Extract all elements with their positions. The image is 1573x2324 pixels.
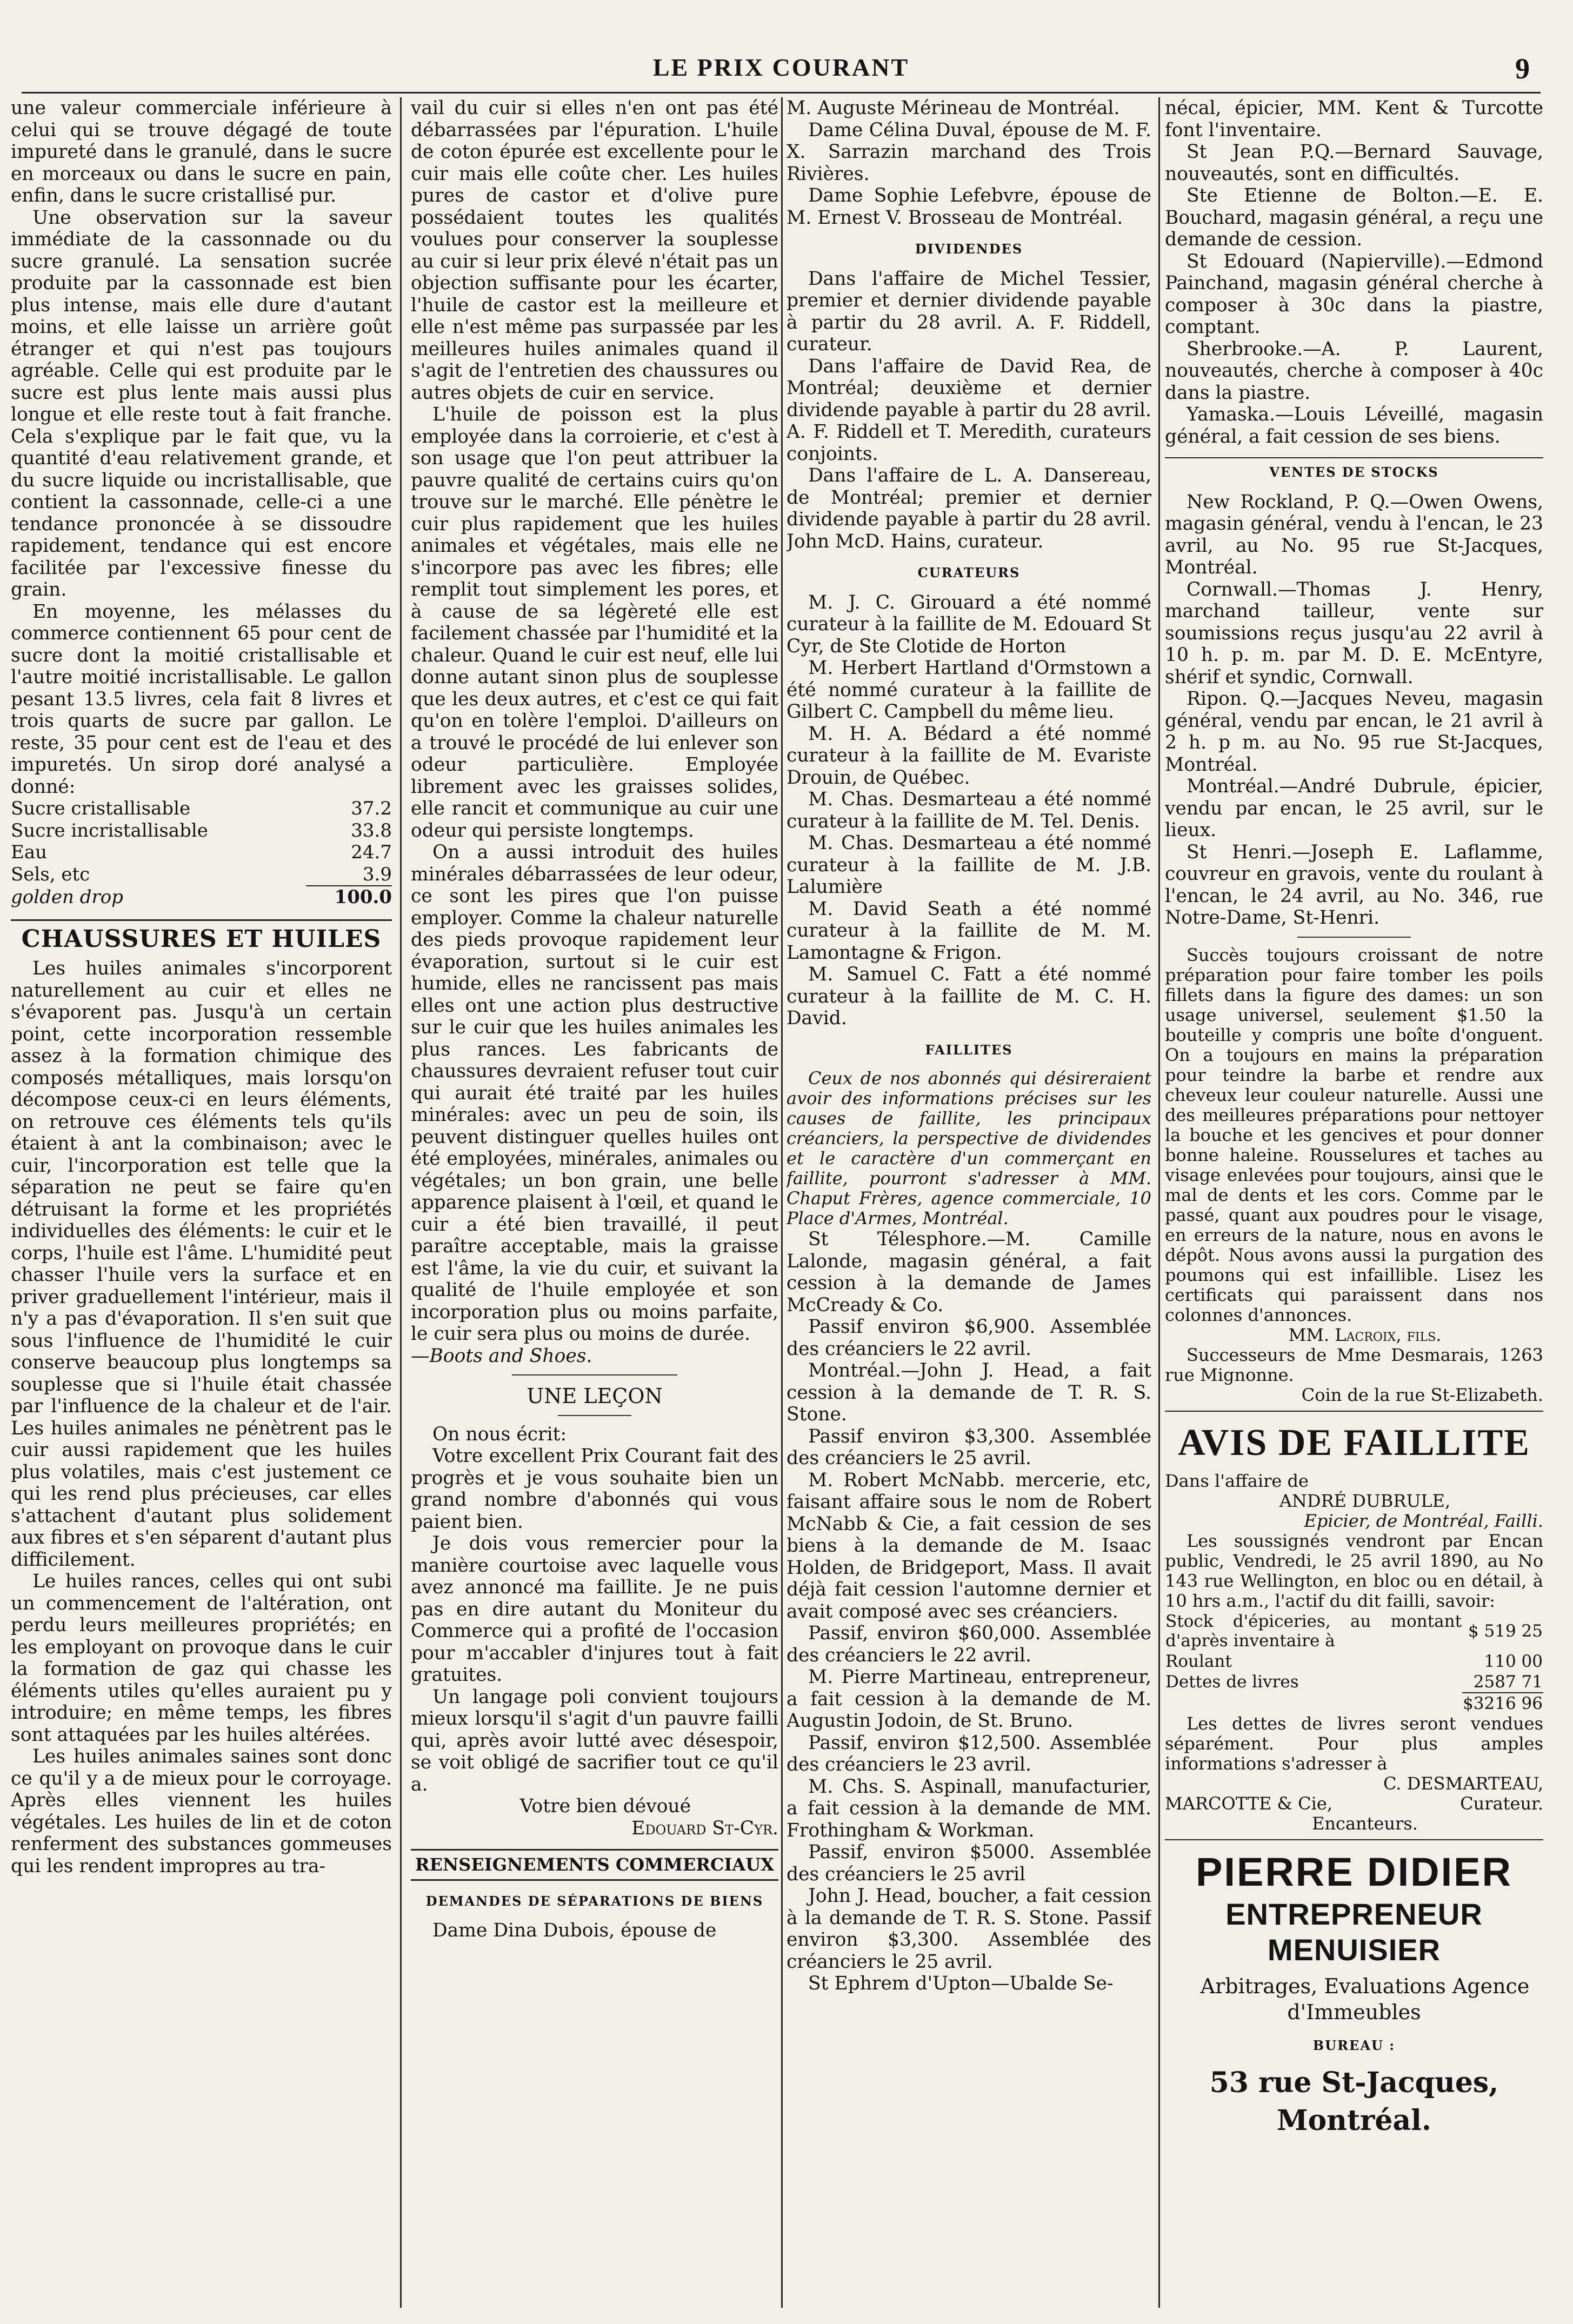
- paragraph: M. David Seath a été nommé curateur à la faillite de M. M. Lamontagne & Frigon.: [786, 898, 1151, 964]
- table-total-row: $3216 96: [1463, 1693, 1543, 1713]
- paragraph: M. Samuel C. Fatt a été nommé curateur à la faillite de M. C. H. David.: [786, 964, 1151, 1029]
- divider: [1165, 1839, 1543, 1840]
- paragraph: Un langage poli convient toujours mieux lorsqu'il s'agit d'un pauvre failli qui, après avoir lutté avec désespoir, se voit obligé de sacrifier tout ce qu'il a.: [411, 1686, 778, 1795]
- table-row: Sucre incristallisable 33.8: [11, 819, 392, 842]
- section-heading: CHAUSSURES ET HUILES: [11, 919, 392, 951]
- assets-table: [1165, 1611, 1543, 1714]
- paragraph: M. Herbert Hartland d'Ormstown a été nommé curateur à la faillite de Gilbert C. Campbell du même lieu.: [786, 657, 1151, 723]
- divider: [1297, 937, 1411, 938]
- subsection-heading: DIVIDENDES: [915, 241, 1023, 257]
- advertiser-name: MM. Lacroix, fils.: [1288, 1324, 1442, 1345]
- source-credit: —Boots and Shoes.: [411, 1345, 592, 1367]
- paragraph: Passif environ $6,900. Assemblée des créanciers le 22 avril.: [786, 1316, 1151, 1360]
- advertiser-trade: ENTREPRENEUR MENUISIER: [1225, 1896, 1483, 1967]
- paragraph: M. Pierre Martineau, entrepreneur, a fait cession à la demande de M. Augustin Jodoin, de St. Bruno.: [786, 1666, 1151, 1732]
- paragraph: Sherbrooke.—A. P. Laurent, nouveautés, cherche à composer à 40c dans la piastre.: [1165, 338, 1543, 404]
- newspaper-title: LE PRIX COURANT: [652, 54, 910, 81]
- paragraph: Montréal.—John J. Head, a fait cession à la demande de T. R. S. Stone.: [786, 1360, 1151, 1425]
- column-4: [1165, 97, 1543, 2308]
- paragraph: M. H. A. Bédard a été nommé curateur à la faillite de M. Evariste Drouin, de Québec.: [786, 723, 1151, 789]
- curator-role: Curateur.: [1460, 1793, 1543, 1814]
- column-1: [11, 97, 392, 2308]
- paragraph: Les huiles animales s'incorporent naturellement au cuir et elles ne s'évaporent pas. Jusqu'à un certain point, cette incorporation ressemble assez à la formation chimique des composés métalliques, mais lorsqu'on décompose ceux-ci en leurs éléments, on retrouve ces éléments tels qu'ils étaient à ant la combinaison; avec le cuir, l'incorporation est telle que la séparation ne peut se faire qu'en détruisant la forme et les propriétés individuelles des éléments: le cuir et le corps, l'huile est l'âme. L'humidité peut chasser l'huile vers la surface et en priver graduellement l'intérieur, mais il n'y a pas d'évaporation. Il s'en suit que sous l'influence de l'humidité le cuir conserve beaucoup plus longtemps sa souplesse que si l'huile était chassée par l'influence de la chaleur et de l'air. Les huiles animales ne pénètrent pas le cuir aussi rapidement que les huiles plus volatiles, mais c'est justement ce qui les rend plus précieuses, car elles s'attachent d'autant plus solidement aux fibres et s'en séparent d'autant plus difficilement.: [11, 958, 392, 1571]
- advertiser-address: 53 rue St-Jacques, Montréal.: [1209, 2066, 1499, 2137]
- paragraph: New Rockland, P. Q.—Owen Owens, magasin général, vendu à l'encan, le 23 avril, au No. 95 rue St-Jacques, Montréal.: [1165, 491, 1543, 578]
- paragraph: Passif environ $3,300. Assemblée des créanciers le 25 avril.: [786, 1425, 1151, 1469]
- section-heading: UNE LEÇON: [526, 1384, 663, 1408]
- paragraph: M. Chs. S. Aspinall, manufacturier, a fait cession à la demande de MM. Frothingham & Workman.: [786, 1775, 1151, 1841]
- paragraph: St Ephrem d'Upton—Ubalde Se-: [808, 1973, 1114, 1994]
- notice-line: Dans l'affaire de: [1165, 1470, 1309, 1491]
- page-header: [22, 49, 1541, 94]
- office-label: BUREAU :: [1312, 2037, 1396, 2053]
- notice-paragraph: Les soussignés vendront par Encan public, Vendredi, le 25 avril 1890, au No 143 rue Wellington, en bloc ou en détail, à 10 hrs a.m., l'actif du dit failli, savoir:: [1165, 1530, 1543, 1611]
- paragraph: Yamaska.—Louis Léveillé, magasin général, a fait cession de ses biens.: [1165, 404, 1543, 448]
- table-row: Dettes de livres 2587 71: [1165, 1672, 1543, 1692]
- signature-line: Votre bien dévoué: [519, 1795, 691, 1817]
- curator-name: C. DESMARTEAU,: [1383, 1773, 1543, 1794]
- paragraph: Passif, environ $5000. Assemblée des créanciers le 25 avril: [786, 1841, 1151, 1885]
- page-number: 9: [1515, 52, 1530, 85]
- advertisement-text: Succès toujours croissant de notre préparation pour faire tomber les poils fillets dans la figure des dames: un son usage universel, seulement $1.50 la bouteille y compris une boîte d'onguent. On a toujours en mains la préparation pour teindre la barbe et rendre aux cheveux leur couleur naturelle. Aussi une des meilleures préparations pour nettoyer la bouche et les gencives et pour donner bonne haleine. Rousselures et taches au visage enlevées pour toujours, ainsi que le mal de dents et les cors. Comme par le passé, quant aux poudres pour le visage, en erreurs de la nature, nous en avons le dépôt. Nous avons aussi la purgation des poumons qui est infaillible. Lisez les certificats qui paraissent dans nos colonnes d'annonces.: [1165, 944, 1543, 1325]
- column-3: [786, 97, 1151, 2308]
- advertiser-corner: Coin de la rue St-Elizabeth.: [1301, 1384, 1543, 1405]
- paragraph: En moyenne, les mélasses du commerce contiennent 65 pour cent de sucre dont la moitié cristallisable et l'autre moitié incristallisable. Le gallon pesant 13.5 livres, cela fait 8 livres et trois quarts de sucre par gallon. Le reste, 35 pour cent est de l'eau et des impuretés. Un sirop doré analysé a donné:: [11, 600, 392, 798]
- subsection-heading: VENTES DE STOCKS: [1165, 457, 1543, 484]
- paragraph: Votre excellent Prix Courant fait des progrès et je vous souhaite bien un grand nombre d'abonnés qui vous paient bien.: [411, 1445, 778, 1533]
- advertiser-address: Successeurs de Mme Desmarais, 1263 rue Mignonne.: [1165, 1344, 1543, 1385]
- subsection-heading: CURATEURS: [917, 565, 1021, 580]
- paragraph: Dans l'affaire de David Rea, de Montréal; deuxième et dernier dividende payable à partir du 28 avril. A. F. Riddell et T. Meredith, curateurs conjoints.: [786, 355, 1151, 465]
- divider: [1165, 1411, 1543, 1412]
- paragraph: Ste Etienne de Bolton.—E. E. Bouchard, magasin général, a reçu une demande de cession.: [1165, 185, 1543, 250]
- paragraph: Les huiles animales saines sont donc ce qu'il y a de mieux pour le corroyage. Après elles viennent les huiles végétales. Les huiles de lin et de coton renferment des substances gommeuses qui les rendent impropres au tra-: [11, 1746, 392, 1877]
- paragraph: Dans l'affaire de L. A. Dansereau, de Montréal; premier et dernier dividende payable à partir du 28 avril. John McD. Hains, curateur.: [786, 465, 1151, 552]
- divider: [558, 1415, 631, 1416]
- paragraph: Passif, environ $12,500. Assemblée des créanciers le 23 avril.: [786, 1732, 1151, 1775]
- table-row: Sels, etc 3.9: [11, 863, 392, 885]
- paragraph: M. J. C. Girouard a été nommé curateur à la faillite de M. Edouard St Cyr, de Ste Clotide de Horton: [786, 591, 1151, 657]
- paragraph: Dans l'affaire de Michel Tessier, premier et dernier dividende payable à partir du 28 avril. A. F. Riddell, curateur.: [786, 268, 1151, 355]
- paragraph: St Jean P.Q.—Bernard Sauvage, nouveautés, sont en difficultés.: [1165, 141, 1543, 185]
- table-row: Roulant 110 00: [1165, 1651, 1543, 1671]
- notice-paragraph: Ceux de nos abonnés qui désireraient avoir des informations précises sur les causes de faillite, les principaux créanciers, la perspective de dividendes et le caractère d'un commerçant en faillite, pourront s'adresser à MM. Chaput Frères, agence commerciale, 10 Place d'Armes, Montréal.: [786, 1068, 1151, 1228]
- table-total-row: golden drop 100.0: [11, 886, 392, 908]
- paragraph: Dame Dina Dubois, épouse de: [432, 1920, 717, 1941]
- paragraph: On nous écrit:: [432, 1423, 567, 1445]
- bankrupt-name: ANDRÉ DUBRULE,: [1279, 1490, 1451, 1511]
- paragraph: une valeur commerciale inférieure à celui qui se trouve dégagé de toute impureté dans le granulé, dans le sucre en morceaux ou dans le sucre en pain, enfin, dans le sucre cristallisé pur.: [11, 97, 392, 206]
- paragraph: On a aussi introduit des huiles minérales débarrassées de leur odeur, ce sont les pires que l'on puisse employer. Comme la chaleur naturelle des pieds provoque rapidement leur évaporation, surtout si le cuir est humide, elles ne rancissent pas mais elles ont une action plus destructive sur le cuir que les huiles animales les plus rances. Les fabricants de chaussures devraient refuser tout cuir qui aurait été traité par les huiles minérales: avec un peu de soin, ils peuvent distinguer quelles huiles ont été employées, minérales, animales ou végétales; un bon grain, une belle apparence plaisent à l'œil, et quand le cuir a été bien travaillé, il peut paraître acceptable, mais la graisse est l'âme, la vie du cuir, et suivant la qualité de l'huile employée et son incorporation plus ou moins parfaite, le cuir sera plus ou moins de durée.: [411, 842, 778, 1345]
- paragraph: Le huiles rances, celles qui ont subi un commencement de l'altération, ont perdu leurs meilleures propriétés; en les employant on provoque dans le cuir la formation de gaz qui chasse les éléments utiles qu'elles auraient pu y introduire; en même temps, les fibres sont attaquées par les huiles altérées.: [11, 1571, 392, 1746]
- auctioneer-line: [1165, 1794, 1543, 1814]
- table-row: Sucre cristallisable 37.2: [11, 798, 392, 819]
- paragraph: Ripon. Q.—Jacques Neveu, magasin général, vendu par encan, le 21 avril à 2 h. p m. au No. 95 rue St-Jacques, Montréal.: [1165, 688, 1543, 776]
- paragraph: M. Robert McNabb. mercerie, etc, faisant affaire sous le nom de Robert McNabb & Cie, a fait cession de ses biens à la demande de M. Isaac Holden, de Bridgeport, Mass. Il avait déjà fait cession l'automne dernier et avait composé avec ses créanciers.: [786, 1469, 1151, 1622]
- column-2: [411, 97, 778, 2308]
- paragraph: Je dois vous remercier pour la manière courtoise avec laquelle vous avez annoncé ma faillite. Je ne puis pas en dire autant du Moniteur du Commerce qui a profité de l'occasion pour m'accabler d'injures tout à fait gratuites.: [411, 1533, 778, 1686]
- notice-title: AVIS DE FAILLITE: [1178, 1421, 1530, 1464]
- notice-paragraph: Les dettes de livres seront vendues séparément. Pour plus amples informations s'adresser à: [1165, 1713, 1543, 1774]
- column-rule: [781, 97, 783, 2308]
- subsection-heading: FAILLITES: [925, 1041, 1013, 1058]
- column-rule: [1158, 97, 1160, 2308]
- subsection-heading: DEMANDES DE SÉPARATIONS DE BIENS: [425, 1893, 764, 1909]
- bankrupt-role: Epicier, de Montréal, Failli.: [1304, 1510, 1543, 1531]
- paragraph: M. Auguste Mérineau de Montréal.: [786, 97, 1120, 119]
- paragraph: Dame Célina Duval, épouse de M. F. X. Sarrazin marchand des Trois Rivières.: [786, 119, 1151, 185]
- paragraph: John J. Head, boucher, a fait cession à la demande de T. R. S. Stone. Passif environ $3,300. Assemblée des créanciers le 25 avril.: [786, 1885, 1151, 1973]
- paragraph: vail du cuir si elles n'en ont pas été débarrassées par l'épuration. L'huile de coton épurée est excellente pour le cuir mais elle coûte cher. Les huiles pures de castor et d'olive pure possédaient toutes les qualités voulues pour conserver la souplesse au cuir si leur prix élevé n'était pas un objection suffisante pour les écarter, l'huile de castor est la meilleure et elle n'est même pas surpassée par les meilleures huiles animales quand il s'agit de l'entretien des chaussures ou autres objets de cuir en service.: [411, 97, 778, 404]
- paragraph: Cornwall.—Thomas J. Henry, marchand tailleur, vente sur soumissions reçus jusqu'au 22 avril à 10 h. p. m. par M. D. E. McEntyre, shérif et syndic, Cornwall.: [1165, 578, 1543, 688]
- table-row: Eau 24.7: [11, 842, 392, 863]
- paragraph: nécal, épicier, MM. Kent & Turcotte font l'inventaire.: [1165, 97, 1543, 141]
- paragraph: M. Chas. Desmarteau a été nommé curateur à la faillite de M. Tel. Denis.: [786, 789, 1151, 832]
- paragraph: St Edouard (Napierville).—Edmond Painchand, magasin général cherche à composer à 30c dans la piastre, comptant.: [1165, 250, 1543, 338]
- paragraph: Dame Sophie Lefebvre, épouse de M. Ernest V. Brosseau de Montréal.: [786, 185, 1151, 229]
- analysis-table: [11, 798, 392, 909]
- paragraph: M. Chas. Desmarteau a été nommé curateur à la faillite de M. J.B. Lalumière: [786, 832, 1151, 898]
- auctioneer-name: MARCOTTE & Cie,: [1165, 1793, 1332, 1814]
- column-rule: [400, 97, 402, 2308]
- table-row: Stock d'épiceries, au montant d'après inventaire à $ 519 25: [1165, 1611, 1543, 1651]
- paragraph: Une observation sur la saveur immédiate de la cassonnade ou du sucre granulé. La sensation sucrée produite par la cassonnade est bien plus intense, mais elle dure d'autant moins, et elle laisse un arrière goût étranger et qui n'est pas toujours agréable. Celle qui est produite par le sucre est plus lente mais aussi plus longue et elle reste tout à fait franche. Cela s'explique par le fait que, vu la quantité d'eau relativement grande, et du sucre liquide ou incristallisable, que contient la cassonnade, celle-ci a une tendance prononcée à se dissoudre rapidement, tendance qui est encore facilitée par l'excessive finesse du grain.: [11, 206, 392, 600]
- divider: [512, 1374, 677, 1375]
- advertiser-banner: PIERRE DIDIER: [1196, 1849, 1512, 1894]
- paragraph: St Henri.—Joseph E. Laflamme, couvreur en gravois, vente du roulant à l'encan, le 24 avril, au No. 346, rue Notre-Dame, St-Henri.: [1165, 841, 1543, 929]
- paragraph: Montréal.—André Dubrule, épicier, vendu par encan, le 25 avril, sur le lieux.: [1165, 776, 1543, 841]
- auctioneer-role: Encanteurs.: [1312, 1813, 1418, 1834]
- section-heading: RENSEIGNEMENTS COMMERCIAUX: [411, 1849, 778, 1881]
- paragraph: L'huile de poisson est la plus employée dans la corroierie, et c'est à son usage que l'on peut attribuer la pauvre qualité de certains cuirs qu'on trouve sur le marché. Elle pénètre le cuir plus rapidement que les huiles animales et végétales, mais elle ne s'incorpore pas avec les fibres; elle remplit tout simplement les pores, et à cause de sa légèreté elle est facilement chassée par l'humidité et la chaleur. Quand le cuir est neuf, elle lui donne autant sinon plus de souplesse que les deux autres, et c'est ce qui fait qu'on en tolère l'emploi. D'ailleurs on a trouvé le procédé de lui enlever son odeur particulière. Employée librement avec les graisses solides, elle rancit et communique au cuir une odeur qui persiste longtemps.: [411, 404, 778, 842]
- advertiser-services: Arbitrages, Evaluations Agence d'Immeubles: [1200, 1974, 1530, 2024]
- signature-name: Edouard St-Cyr.: [631, 1817, 778, 1839]
- paragraph: Passif, environ $60,000. Assemblée des créanciers le 22 avril.: [786, 1622, 1151, 1666]
- paragraph: St Télesphore.—M. Camille Lalonde, magasin général, a fait cession à la demande de James McCready & Co.: [786, 1228, 1151, 1316]
